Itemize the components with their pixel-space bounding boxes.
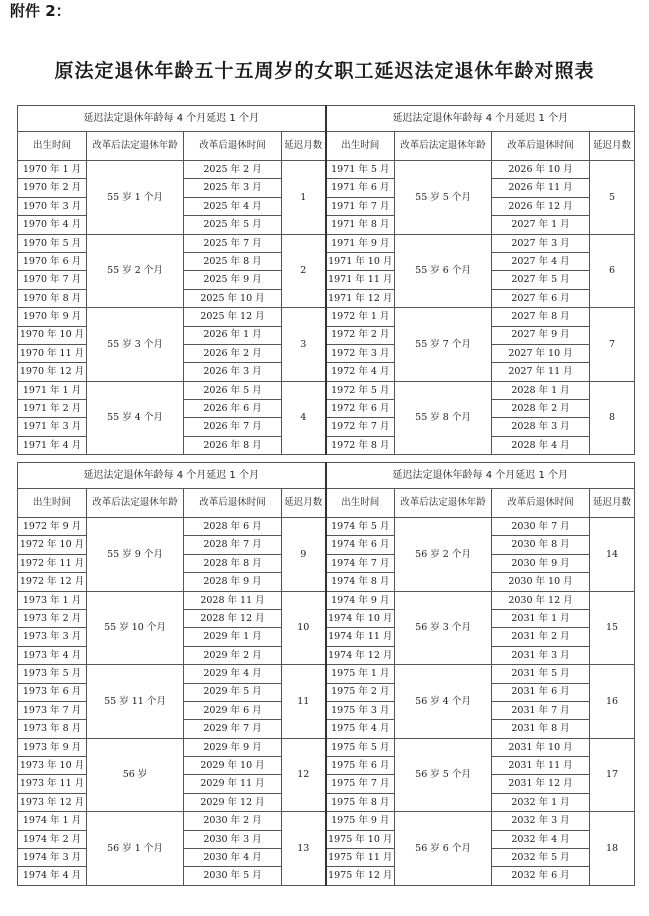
birth-time-cell: 1975 年 3 月 [326, 701, 395, 719]
retire-time-cell: 2031 年 12 月 [492, 775, 590, 793]
birth-time-cell: 1971 年 1 月 [18, 381, 87, 399]
birth-time-cell: 1973 年 7 月 [18, 701, 87, 719]
delay-months-cell: 16 [590, 665, 635, 739]
birth-time-cell: 1974 年 4 月 [18, 867, 87, 885]
retire-time-cell: 2026 年 2 月 [184, 344, 282, 362]
birth-time-cell: 1970 年 10 月 [18, 326, 87, 344]
table-header-row [18, 463, 635, 489]
retire-time-cell: 2031 年 5 月 [492, 665, 590, 683]
reform-retire-age-header: 改革后法定退休年龄 [395, 132, 492, 161]
attachment-label: 附件 2： [10, 2, 71, 20]
delay-months-cell: 11 [282, 665, 326, 739]
reform-retire-time-header: 改革后退休时间 [492, 489, 590, 518]
birth-time-cell: 1975 年 4 月 [326, 720, 395, 738]
birth-time-cell: 1973 年 5 月 [18, 665, 87, 683]
retire-age-cell: 55 岁 4 个月 [87, 381, 184, 455]
birth-time-cell: 1972 年 1 月 [326, 308, 395, 326]
birth-time-cell: 1971 年 10 月 [326, 252, 395, 270]
retire-age-cell: 55 岁 5 个月 [395, 161, 492, 235]
delay-months-cell: 3 [282, 308, 326, 382]
reform-retire-age-header: 改革后法定退休年龄 [395, 489, 492, 518]
retire-time-cell: 2031 年 11 月 [492, 757, 590, 775]
birth-time-header: 出生时间 [326, 489, 395, 518]
retire-time-cell: 2031 年 2 月 [492, 628, 590, 646]
delay-months-cell: 6 [590, 234, 635, 308]
retire-time-cell: 2028 年 1 月 [492, 381, 590, 399]
retire-age-cell: 56 岁 2 个月 [395, 518, 492, 592]
birth-time-cell: 1972 年 3 月 [326, 344, 395, 362]
birth-time-cell: 1971 年 11 月 [326, 271, 395, 289]
retire-time-cell: 2029 年 9 月 [184, 738, 282, 756]
birth-time-cell: 1970 年 8 月 [18, 289, 87, 307]
retire-time-cell: 2028 年 7 月 [184, 536, 282, 554]
birth-time-cell: 1974 年 5 月 [326, 518, 395, 536]
retire-time-cell: 2026 年 11 月 [492, 179, 590, 197]
birth-time-cell: 1975 年 2 月 [326, 683, 395, 701]
retire-time-cell: 2027 年 8 月 [492, 308, 590, 326]
birth-time-cell: 1971 年 5 月 [326, 161, 395, 179]
table-row [18, 591, 635, 609]
retire-time-cell: 2025 年 12 月 [184, 308, 282, 326]
retire-time-cell: 2028 年 6 月 [184, 518, 282, 536]
birth-time-cell: 1973 年 12 月 [18, 793, 87, 811]
left-section-header: 延迟法定退休年龄每 4 个月延迟 1 个月 [18, 463, 326, 489]
birth-time-cell: 1975 年 1 月 [326, 665, 395, 683]
birth-time-cell: 1972 年 6 月 [326, 400, 395, 418]
retire-time-cell: 2028 年 12 月 [184, 609, 282, 627]
retire-time-cell: 2032 年 4 月 [492, 830, 590, 848]
retire-time-cell: 2027 年 5 月 [492, 271, 590, 289]
retire-age-cell: 55 岁 7 个月 [395, 308, 492, 382]
retire-time-cell: 2028 年 8 月 [184, 554, 282, 572]
retire-time-cell: 2030 年 5 月 [184, 867, 282, 885]
retire-age-cell: 55 岁 8 个月 [395, 381, 492, 455]
birth-time-cell: 1970 年 11 月 [18, 344, 87, 362]
delay-months-header: 延迟月数 [590, 132, 635, 161]
table-row [18, 381, 635, 399]
birth-time-cell: 1970 年 12 月 [18, 363, 87, 381]
delay-months-cell: 1 [282, 161, 326, 235]
retire-time-cell: 2031 年 7 月 [492, 701, 590, 719]
retire-time-cell: 2029 年 1 月 [184, 628, 282, 646]
delay-months-header: 延迟月数 [590, 489, 635, 518]
birth-time-cell: 1972 年 5 月 [326, 381, 395, 399]
birth-time-cell: 1975 年 8 月 [326, 793, 395, 811]
retire-time-cell: 2029 年 12 月 [184, 793, 282, 811]
retire-time-cell: 2026 年 7 月 [184, 418, 282, 436]
retire-time-cell: 2029 年 6 月 [184, 701, 282, 719]
birth-time-cell: 1975 年 10 月 [326, 830, 395, 848]
table-row [18, 308, 635, 326]
birth-time-cell: 1974 年 6 月 [326, 536, 395, 554]
birth-time-cell: 1974 年 8 月 [326, 573, 395, 591]
delay-months-cell: 4 [282, 381, 326, 455]
retire-time-cell: 2031 年 10 月 [492, 738, 590, 756]
birth-time-cell: 1971 年 12 月 [326, 289, 395, 307]
birth-time-cell: 1974 年 1 月 [18, 812, 87, 830]
birth-time-cell: 1973 年 3 月 [18, 628, 87, 646]
retire-time-cell: 2030 年 12 月 [492, 591, 590, 609]
retire-time-cell: 2028 年 3 月 [492, 418, 590, 436]
delay-months-cell: 13 [282, 812, 326, 886]
retire-time-cell: 2027 年 10 月 [492, 344, 590, 362]
reform-retire-time-header: 改革后退休时间 [492, 132, 590, 161]
birth-time-cell: 1970 年 3 月 [18, 197, 87, 215]
birth-time-cell: 1973 年 2 月 [18, 609, 87, 627]
retire-time-cell: 2030 年 9 月 [492, 554, 590, 572]
retire-time-cell: 2026 年 3 月 [184, 363, 282, 381]
birth-time-cell: 1971 年 4 月 [18, 436, 87, 454]
retire-time-cell: 2030 年 8 月 [492, 536, 590, 554]
retire-age-cell: 56 岁 5 个月 [395, 738, 492, 812]
retire-age-cell: 56 岁 1 个月 [87, 812, 184, 886]
table-row [18, 812, 635, 830]
birth-time-cell: 1970 年 9 月 [18, 308, 87, 326]
retire-time-cell: 2030 年 2 月 [184, 812, 282, 830]
retire-time-cell: 2026 年 6 月 [184, 400, 282, 418]
retire-age-cell: 55 岁 6 个月 [395, 234, 492, 308]
birth-time-cell: 1971 年 7 月 [326, 197, 395, 215]
delay-months-cell: 2 [282, 234, 326, 308]
retire-time-cell: 2026 年 12 月 [492, 197, 590, 215]
retire-age-cell: 55 岁 1 个月 [87, 161, 184, 235]
retire-age-cell: 56 岁 3 个月 [395, 591, 492, 665]
retire-age-cell: 56 岁 4 个月 [395, 665, 492, 739]
retire-age-cell: 56 岁 6 个月 [395, 812, 492, 886]
retire-time-cell: 2029 年 5 月 [184, 683, 282, 701]
retire-time-cell: 2027 年 3 月 [492, 234, 590, 252]
retire-time-cell: 2026 年 8 月 [184, 436, 282, 454]
retire-age-cell: 55 岁 10 个月 [87, 591, 184, 665]
birth-time-cell: 1974 年 12 月 [326, 646, 395, 664]
delay-months-cell: 5 [590, 161, 635, 235]
retire-time-cell: 2026 年 1 月 [184, 326, 282, 344]
reform-retire-age-header: 改革后法定退休年龄 [87, 489, 184, 518]
comparison-table-2 [17, 462, 635, 886]
retire-time-cell: 2032 年 1 月 [492, 793, 590, 811]
birth-time-cell: 1970 年 2 月 [18, 179, 87, 197]
retire-time-cell: 2029 年 10 月 [184, 757, 282, 775]
retire-time-cell: 2031 年 8 月 [492, 720, 590, 738]
retire-time-cell: 2031 年 1 月 [492, 609, 590, 627]
birth-time-cell: 1973 年 11 月 [18, 775, 87, 793]
birth-time-cell: 1970 年 1 月 [18, 161, 87, 179]
birth-time-cell: 1975 年 9 月 [326, 812, 395, 830]
birth-time-cell: 1971 年 2 月 [18, 400, 87, 418]
document-title: 原法定退休年龄五十五周岁的女职工延迟法定退休年龄对照表 [54, 60, 595, 82]
birth-time-cell: 1972 年 2 月 [326, 326, 395, 344]
retire-time-cell: 2027 年 9 月 [492, 326, 590, 344]
retire-time-cell: 2029 年 7 月 [184, 720, 282, 738]
table-row [18, 161, 635, 179]
column-header-row [18, 489, 635, 518]
table-header-row [18, 106, 635, 132]
table-row [18, 665, 635, 683]
retire-time-cell: 2030 年 3 月 [184, 830, 282, 848]
retire-age-cell: 55 岁 9 个月 [87, 518, 184, 592]
birth-time-cell: 1972 年 4 月 [326, 363, 395, 381]
birth-time-cell: 1970 年 5 月 [18, 234, 87, 252]
retire-time-cell: 2025 年 4 月 [184, 197, 282, 215]
birth-time-header: 出生时间 [326, 132, 395, 161]
comparison-table-1 [17, 105, 635, 455]
retire-time-cell: 2027 年 4 月 [492, 252, 590, 270]
birth-time-cell: 1974 年 10 月 [326, 609, 395, 627]
retire-age-cell: 56 岁 [87, 738, 184, 812]
retire-time-cell: 2026 年 10 月 [492, 161, 590, 179]
birth-time-cell: 1971 年 9 月 [326, 234, 395, 252]
birth-time-cell: 1972 年 12 月 [18, 573, 87, 591]
delay-months-cell: 17 [590, 738, 635, 812]
retire-time-cell: 2028 年 9 月 [184, 573, 282, 591]
retire-time-cell: 2032 年 3 月 [492, 812, 590, 830]
birth-time-cell: 1973 年 9 月 [18, 738, 87, 756]
reform-retire-time-header: 改革后退休时间 [184, 489, 282, 518]
retire-time-cell: 2025 年 2 月 [184, 161, 282, 179]
retire-age-cell: 55 岁 3 个月 [87, 308, 184, 382]
delay-months-cell: 12 [282, 738, 326, 812]
table-row [18, 518, 635, 536]
birth-time-header: 出生时间 [18, 132, 87, 161]
retire-time-cell: 2030 年 4 月 [184, 849, 282, 867]
delay-months-header: 延迟月数 [282, 132, 326, 161]
birth-time-cell: 1972 年 11 月 [18, 554, 87, 572]
birth-time-cell: 1975 年 5 月 [326, 738, 395, 756]
retire-time-cell: 2027 年 11 月 [492, 363, 590, 381]
birth-time-cell: 1971 年 3 月 [18, 418, 87, 436]
retire-time-cell: 2031 年 3 月 [492, 646, 590, 664]
birth-time-cell: 1973 年 1 月 [18, 591, 87, 609]
birth-time-cell: 1974 年 9 月 [326, 591, 395, 609]
birth-time-cell: 1975 年 6 月 [326, 757, 395, 775]
birth-time-header: 出生时间 [18, 489, 87, 518]
reform-retire-age-header: 改革后法定退休年龄 [87, 132, 184, 161]
birth-time-cell: 1970 年 7 月 [18, 271, 87, 289]
retire-time-cell: 2025 年 7 月 [184, 234, 282, 252]
birth-time-cell: 1973 年 4 月 [18, 646, 87, 664]
retire-time-cell: 2030 年 10 月 [492, 573, 590, 591]
retire-time-cell: 2025 年 8 月 [184, 252, 282, 270]
retire-time-cell: 2031 年 6 月 [492, 683, 590, 701]
right-section-header: 延迟法定退休年龄每 4 个月延迟 1 个月 [326, 106, 635, 132]
birth-time-cell: 1972 年 7 月 [326, 418, 395, 436]
retire-time-cell: 2025 年 5 月 [184, 216, 282, 234]
birth-time-cell: 1974 年 11 月 [326, 628, 395, 646]
reform-retire-time-header: 改革后退休时间 [184, 132, 282, 161]
delay-months-cell: 18 [590, 812, 635, 886]
left-section-header: 延迟法定退休年龄每 4 个月延迟 1 个月 [18, 106, 326, 132]
retire-time-cell: 2025 年 9 月 [184, 271, 282, 289]
retire-time-cell: 2032 年 5 月 [492, 849, 590, 867]
delay-months-cell: 8 [590, 381, 635, 455]
birth-time-cell: 1975 年 11 月 [326, 849, 395, 867]
table-row [18, 234, 635, 252]
retire-time-cell: 2032 年 6 月 [492, 867, 590, 885]
retire-time-cell: 2025 年 3 月 [184, 179, 282, 197]
column-header-row [18, 132, 635, 161]
birth-time-cell: 1972 年 8 月 [326, 436, 395, 454]
retire-time-cell: 2026 年 5 月 [184, 381, 282, 399]
birth-time-cell: 1974 年 2 月 [18, 830, 87, 848]
retire-time-cell: 2028 年 11 月 [184, 591, 282, 609]
retire-time-cell: 2025 年 10 月 [184, 289, 282, 307]
retire-time-cell: 2029 年 4 月 [184, 665, 282, 683]
birth-time-cell: 1972 年 10 月 [18, 536, 87, 554]
birth-time-cell: 1972 年 9 月 [18, 518, 87, 536]
table-row [18, 738, 635, 756]
delay-months-cell: 10 [282, 591, 326, 665]
delay-months-cell: 15 [590, 591, 635, 665]
retire-age-cell: 55 岁 2 个月 [87, 234, 184, 308]
right-section-header: 延迟法定退休年龄每 4 个月延迟 1 个月 [326, 463, 635, 489]
delay-months-cell: 7 [590, 308, 635, 382]
birth-time-cell: 1971 年 8 月 [326, 216, 395, 234]
birth-time-cell: 1974 年 7 月 [326, 554, 395, 572]
retire-time-cell: 2028 年 4 月 [492, 436, 590, 454]
birth-time-cell: 1975 年 12 月 [326, 867, 395, 885]
retire-time-cell: 2029 年 2 月 [184, 646, 282, 664]
retire-age-cell: 55 岁 11 个月 [87, 665, 184, 739]
delay-months-cell: 14 [590, 518, 635, 592]
retire-time-cell: 2028 年 2 月 [492, 400, 590, 418]
retire-time-cell: 2030 年 7 月 [492, 518, 590, 536]
birth-time-cell: 1971 年 6 月 [326, 179, 395, 197]
birth-time-cell: 1973 年 8 月 [18, 720, 87, 738]
birth-time-cell: 1970 年 4 月 [18, 216, 87, 234]
delay-months-header: 延迟月数 [282, 489, 326, 518]
birth-time-cell: 1973 年 10 月 [18, 757, 87, 775]
delay-months-cell: 9 [282, 518, 326, 592]
retire-time-cell: 2027 年 1 月 [492, 216, 590, 234]
retire-time-cell: 2027 年 6 月 [492, 289, 590, 307]
birth-time-cell: 1973 年 6 月 [18, 683, 87, 701]
birth-time-cell: 1974 年 3 月 [18, 849, 87, 867]
birth-time-cell: 1970 年 6 月 [18, 252, 87, 270]
birth-time-cell: 1975 年 7 月 [326, 775, 395, 793]
retire-time-cell: 2029 年 11 月 [184, 775, 282, 793]
